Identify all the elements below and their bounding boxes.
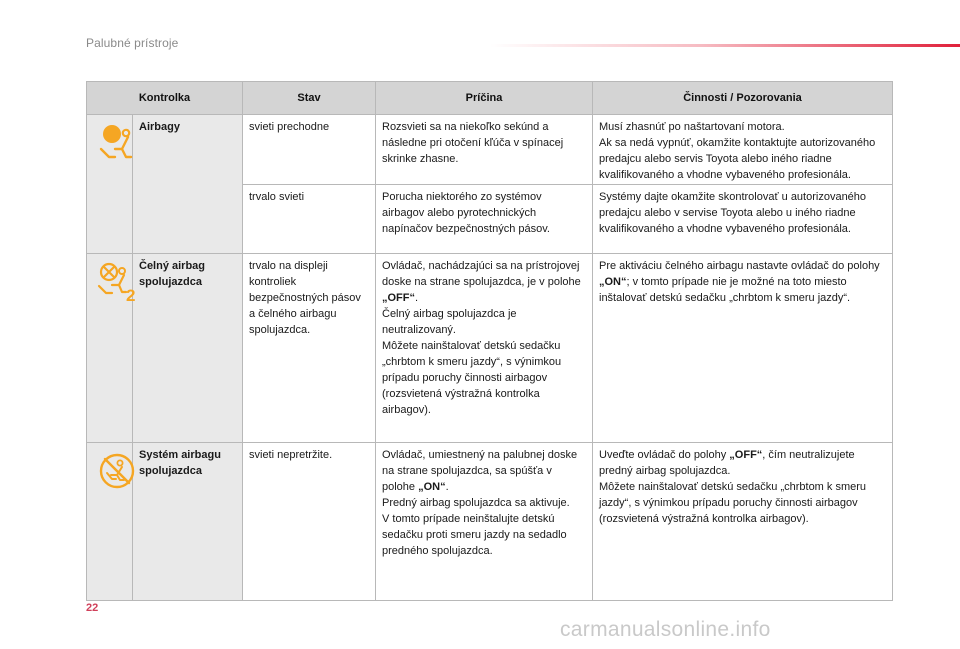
action-cell [593,254,893,443]
warning-lights-table-wrap [86,81,892,601]
page-number: 22 [86,602,99,614]
warning-name-airbag: Airbagy [133,115,243,254]
cause-text: Predný airbag spolujazdca sa aktivuje. [382,497,570,509]
action-text: Pre aktiváciu čelného airbagu nastavte ovládač do polohy [599,260,880,272]
airbag-warning-icon [95,121,139,165]
passenger-airbag-deactivated-icon [95,449,139,493]
action-keyword: „ON“ [599,276,627,288]
cause-text: Čelný airbag spolujazdca je neutralizovaný. [382,308,517,336]
cause-keyword: „OFF“ [382,292,415,304]
state-cell: svieti nepretržite. [243,443,376,601]
svg-text:2: 2 [126,286,136,304]
action-text: ; v tomto prípade nie je možné na toto miesto inštalovať detskú sedačku „chrbtom k smeru jazdy“. [599,276,851,304]
action-cell [593,115,893,185]
cause-text: Môžete nainštalovať detskú sedačku „chrbtom k smeru jazdy“, s výnimkou prípadu poruchy činnosti airbagov (rozsvietená výstražná kontrolka airbagov). [382,340,562,416]
watermark-text: carmanualsonline.info [560,618,771,641]
column-header-kontrolka: Kontrolka [87,82,243,115]
cause-text: Ovládač, nachádzajúci sa na prístrojovej doske na strane spolujazdca, je v polohe [382,260,581,288]
cause-cell: Rozsvieti sa na niekoľko sekúnd a následne pri otočení kľúča v spínacej skrinke zhasne. [376,115,593,185]
column-header-pricina: Príčina [376,82,593,115]
icon-cell-system [87,443,133,601]
action-text: , čím neutralizujete predný airbag spolujazdca. [599,449,855,477]
action-cell: Systémy dajte okamžite skontrolovať u autorizovaného predajcu alebo v servise Toyota alebo u iného riadne kvalifikovaného a vhodne vybaveného profesionála. [593,185,893,254]
cause-cell: Porucha niektorého zo systémov airbagov alebo pyrotechnických napínačov bezpečnostných pásov. [376,185,593,254]
action-cell [593,443,893,601]
state-cell: svieti prechodne [243,115,376,185]
action-text: Uveďte ovládač do polohy [599,449,730,461]
warning-name-front-airbag: Čelný airbag spolujazdca [133,254,243,443]
cause-cell [376,443,593,601]
action-keyword: „OFF“ [729,449,763,461]
column-header-stav: Stav [243,82,376,115]
page-header-title: Palubné prístroje [86,36,179,50]
cause-text: . [445,481,449,493]
table-row [87,443,893,601]
icon-cell-airbag [87,115,133,254]
action-text: Ak sa nedá vypnúť, okamžite kontaktujte autorizovaného predajcu alebo servis Toyota alebo iného riadne kvalifikovaného a vhodne vybaveného profesionála. [599,137,876,181]
cause-text: Ovládač, umiestnený na palubnej doske na strane spolujazdca, sa spúšťa v polohe [382,449,578,493]
state-cell: trvalo na displeji kontroliek bezpečnostných pásov a čelného airbagu spolujazdca. [243,254,376,443]
header-accent-line [490,44,960,47]
table-row [87,254,893,443]
icon-cell-front [87,254,136,443]
warning-lights-table [86,81,893,601]
column-header-cinnosti: Činnosti / Pozorovania [593,82,893,115]
cause-cell [376,254,593,443]
warning-name-system-airbag: Systém airbagu spolujazdca [133,443,243,601]
cause-keyword: „ON“ [418,481,446,493]
cause-text: . [415,292,419,304]
state-cell: trvalo svieti [243,185,376,254]
passenger-airbag-off-icon [95,260,139,304]
action-text: Môžete nainštalovať detskú sedačku „chrbtom k smeru jazdy“, s výnimkou prípadu poruchy činnosti airbagov (rozsvietená výstražná kontrolka airbagov). [599,481,867,525]
cause-text: V tomto prípade neinštalujte detskú sedačku proti smeru jazdy na sedadlo predného spolujazdca. [382,513,567,557]
table-header-row [87,82,893,115]
action-text: Musí zhasnúť po naštartovaní motora. [599,121,785,133]
table-row [87,115,893,185]
